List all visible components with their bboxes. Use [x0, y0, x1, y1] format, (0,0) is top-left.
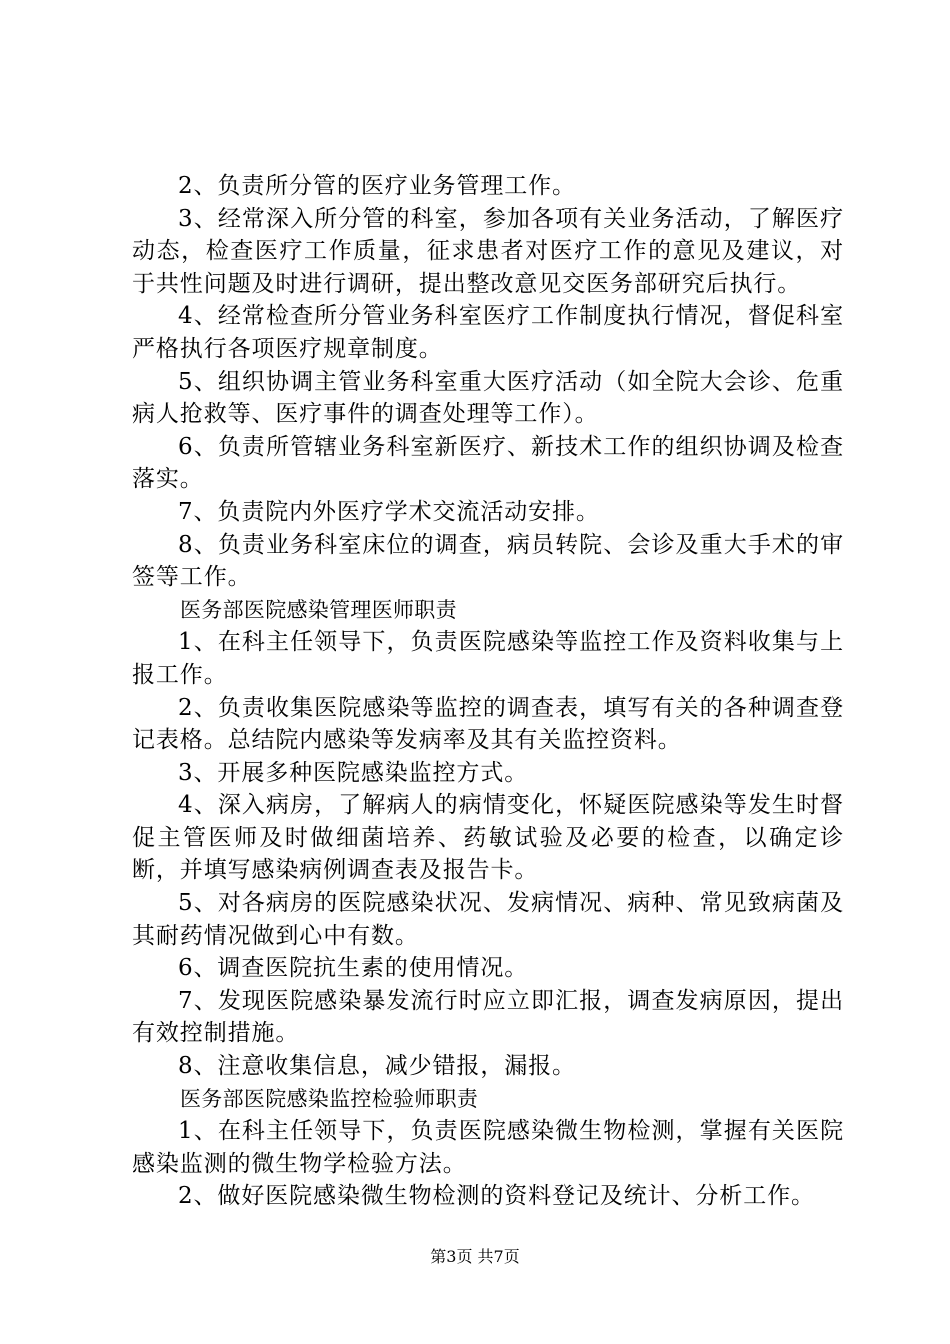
paragraph: 2、负责所分管的医疗业务管理工作。 [178, 173, 576, 199]
paragraph: 6、负责所管辖业务科室新医疗、新技术工作的组织协调及检查落实。 [132, 433, 844, 493]
paragraph: 2、负责收集医院感染等监控的调查表，填写有关的各种调查登记表格。总结院内感染等发病率及其有关监控资料。 [132, 694, 844, 754]
page-footer: 第3页 共7页 [430, 1247, 520, 1266]
paragraph: 4、深入病房，了解病人的病情变化，怀疑医院感染等发生时督促主管医师及时做细菌培养、药敏试验及必要的检查，以确定诊断，并填写感染病例调查表及报告卡。 [132, 792, 844, 884]
paragraph: 7、负责院内外医疗学术交流活动安排。 [178, 498, 600, 525]
paragraph: 8、注意收集信息，减少错报，漏报。 [178, 1053, 576, 1080]
paragraph: 1、在科主任领导下，负责医院感染微生物检测，掌握有关医院感染监测的微生物学检验方法。 [132, 1118, 844, 1177]
paragraph: 5、组织协调主管业务科室重大医疗活动（如全院大会诊、危重病人抢救等、医疗事件的调查处理等工作）。 [132, 368, 844, 428]
section-heading: 医务部医院感染监控检验师职责 [180, 1086, 479, 1111]
paragraph: 2、做好医院感染微生物检测的资料登记及统计、分析工作。 [178, 1183, 815, 1210]
paragraph: 5、对各病房的医院感染状况、发病情况、病种、常见致病菌及其耐药情况做到心中有数。 [132, 890, 844, 949]
paragraph: 1、在科主任领导下，负责医院感染等监控工作及资料收集与上报工作。 [132, 629, 844, 688]
document-body [132, 170, 844, 1213]
section-heading: 医务部医院感染管理医师职责 [180, 597, 457, 622]
paragraph: 4、经常检查所分管业务科室医疗工作制度执行情况，督促科室严格执行各项医疗规章制度。 [132, 303, 844, 362]
paragraph: 6、调查医院抗生素的使用情况。 [178, 955, 529, 982]
paragraph: 8、负责业务科室床位的调查，病员转院、会诊及重大手术的审签等工作。 [132, 531, 844, 591]
paragraph: 3、经常深入所分管的科室，参加各项有关业务活动，了解医疗动态，检查医疗工作质量，征求患者对医疗工作的意见及建议，对于共性问题及时进行调研，提出整改意见交医务部研究后执行。 [132, 205, 844, 297]
paragraph: 7、发现医院感染暴发流行时应立即汇报，调查发病原因，提出有效控制措施。 [132, 987, 844, 1047]
paragraph: 3、开展多种医院感染监控方式。 [178, 759, 529, 786]
